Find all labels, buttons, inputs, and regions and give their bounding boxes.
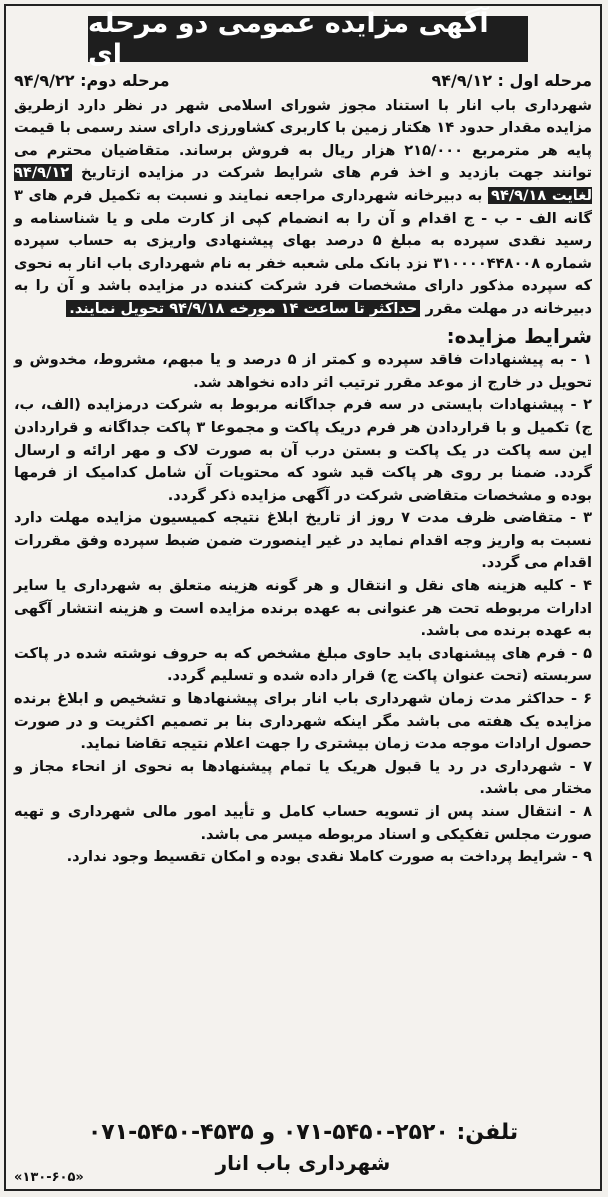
condition-item: ۸ - انتقال سند پس از تسویه حساب کامل و تأیید امور مالی شهرداری و تهیه صورت مجلس تفکیکی و اسناد مربوطه میسر می باشد.	[14, 803, 592, 843]
visit-period-highlight: ۹۴/۹/۱۲ لغایت ۹۴/۹/۱۸	[14, 164, 592, 204]
intro-text: شهرداری باب انار با استناد مجوز شورای اسلامی شهر در نظر دارد ازطریق مزایده مقدار حدود ۱۴ هکتار زمین با کاربری کشاورزی دارای سند رسمی با قیمت پایه هر مترمربع ۲۱۵/۰۰۰ هزار ریال به فروش برساند. متقاضیان محترم می توانند جهت بازدید و اخذ فرم های شرایط شرکت در مزایده ازتاریخ	[14, 96, 593, 182]
organization-name: شهرداری باب انار	[215, 1151, 391, 1175]
intro-paragraph	[14, 95, 592, 321]
condition-item: ۶ - حداکثر مدت زمان شهرداری باب انار برای پیشنهادها و تشخیص و ابلاغ برنده مزایده یک هفته می باشد مگر اینکه شهرداری بنا بر تصمیم اکثریت و در صورت حصول ارادات موجه مدت زمان بیشتری را جهت اعلام نتیجه تقاضا نماید.	[14, 690, 592, 753]
condition-item: ۹ - شرایط پرداخت به صورت کاملا نقدی بوده و امکان تقسیط وجود ندارد.	[66, 848, 592, 866]
deadline-highlight: حداکثر تا ساعت ۱۴ مورخه ۹۴/۹/۱۸ تحویل نمایند.	[66, 300, 420, 317]
condition-item: ۷ - شهرداری در رد یا قبول هریک یا تمام پیشنهادها به نحوی از انحاء مجاز و مختار می باشد.	[14, 757, 592, 798]
phone-numbers: تلفن: ۲۵۲۰-۵۴۵۰-۰۷۱ و ۴۵۳۵-۵۴۵۰-۰۷۱	[87, 1120, 519, 1145]
ad-title: آگهی مزایده عمومی دو مرحله ای	[88, 16, 528, 62]
stage2-date: مرحله دوم: ۹۴/۹/۲۲	[14, 71, 170, 90]
condition-item: ۵ - فرم های پیشنهادی باید حاوی مبلغ مشخص که به حروف نوشته شده در پاکت سربسته (تحت عنوان پاکت ج) قرار داده شده و تسلیم گردد.	[14, 644, 592, 685]
conditions-list	[14, 349, 592, 869]
conditions-heading: شرایط مزایده:	[446, 323, 592, 348]
ad-footer	[14, 1117, 592, 1183]
condition-item: ۴ - کلیه هزینه های نقل و انتقال و هر گونه هزینه متعلق به شهرداری یا سایر ادارات مربوطه تحت هر عنوانی به عهده برنده مزایده است و هزینه انتشار آگهی به عهده برنده می باشد.	[14, 577, 592, 640]
advertisement-page	[4, 4, 602, 1191]
ad-code: «۱۳۰-۶۰۵»	[14, 1170, 84, 1185]
condition-item: ۲ - پیشنهادات بایستی در سه فرم جداگانه مربوط به شرکت درمزایده (الف، ب، ج) تکمیل و با قراردادن هر فرم دریک پاکت و مجموعا ۳ پاکت جداگانه و قراردادن این سه پاکت در یک پاکت و بستن درب آن به صورت لاک و مهر ارائه و ارسال گردد. ضمنا بر روی هر پاکت قید شود که محتویات آن شامل کدامیک از فرمها بوده و مشخصات متقاضی شرکت در آگهی مزایده ذکر گردد.	[14, 396, 593, 504]
ad-body	[14, 70, 592, 1119]
stage-dates	[14, 70, 592, 93]
intro-text-continued: به دبیرخانه شهرداری مراجعه نمایند و نسبت به تکمیل فرم های ۳ گانه الف - ب - ج اقدام و آن را به انضمام کپی از کارت ملی و یا شناسنامه و رسید نقدی سپرده به مبلغ ۵ درصد بهای پیشنهادی واریزی به حساب سپرده شماره ۳۱۰۰۰۰۴۴۸۰۰۸ نزد بانک ملی شعبه خفر به نام شهرداری باب انار به نحوی که سپرده مذکور دارای مشخصات فرد شرکت کننده در مزایده باشد و آن را به دبیرخانه در مهلت مقرر	[14, 186, 593, 317]
stage1-date: مرحله اول : ۹۴/۹/۱۲	[431, 71, 592, 90]
condition-item: ۳ - متقاضی ظرف مدت ۷ روز از تاریخ ابلاغ نتیجه کمیسیون مزایده مهلت دارد نسبت به واریز وجه اقدام نماید در غیر اینصورت ضمن ضبط سپرده وفق مقررات اقدام می گردد.	[14, 509, 592, 572]
condition-item: ۱ - به پیشنهادات فاقد سپرده و کمتر از ۵ درصد و یا مبهم، مشروط، مخدوش و تحویل در خارج از موعد مقرر ترتیب اثر داده نخواهد شد.	[14, 351, 592, 391]
